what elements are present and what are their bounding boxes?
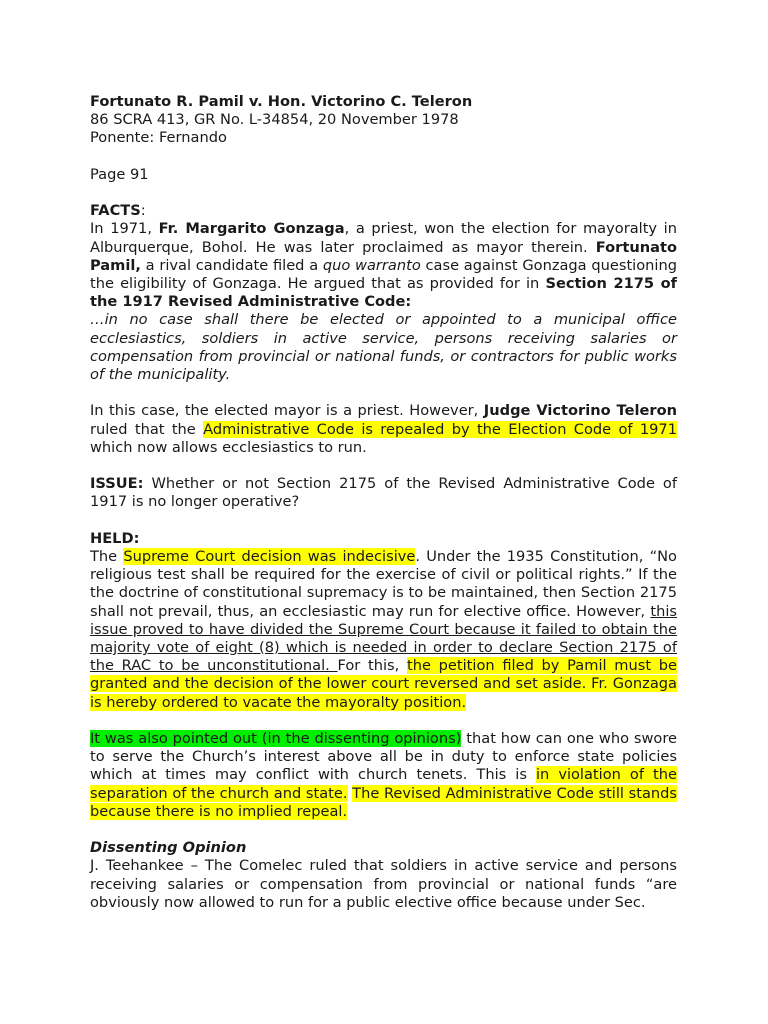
highlight-repeal: Administrative Code is repealed by the Election Code of 1971 [203, 420, 677, 438]
highlight-no-implied-repeal: The Revised Administrative Code still stands because there is no implied repeal. [90, 784, 678, 820]
underline-divided-court: this issue proved to have divided the Supreme Court because it failed to obtain the majority vote of eight (8) which is needed in order to declare Section 2175 of the RAC to be unconstitutional. [90, 602, 677, 675]
held-paragraph-1: The Supreme Court decision was indecisive. Under the 1935 Constitution, “No religious test shall be required for the exercise of civil or political rights.” If the the doctrine of constitutional supremacy is to be maintained, then Section 2175 shall not prevail, thus, an ecclesiastic may run for elective office. However, this issue proved to have divided the Supreme Court because it failed to obtain the majority vote of eight (8) which is needed in order to declare Section 2175 of the RAC to be unconstitutional. For this, the petition filed by Pamil must be granted and the decision of the lower court reversed and set aside. Fr. Gonzaga is hereby ordered to vacate the mayoralty position. [90, 548, 678, 711]
page-number: Page 91 [90, 165, 149, 183]
statute-quote: …in no case shall there be elected or appointed to a municipal office ecclesiastics, soldiers in active service, persons receiving salaries or compensation from provincial or national funds, or contractors for public works of the municipality. [90, 311, 677, 384]
held-paragraph-2: It was also pointed out (in the dissenting opinions) that how can one who swore to serve the Church’s interest above all be in duty to enforce state policies which at times may conflict with church tenets. This is in violation of the separation of the church and state. The Revised Administrative Code still stands because there is no implied repeal. [90, 730, 678, 820]
highlight-indecisive: Supreme Court decision was indecisive [123, 548, 416, 565]
issue-paragraph: ISSUE: Whether or not Section 2175 of the Revised Administrative Code of 1917 is no longer operative? [90, 475, 677, 511]
held-heading: HELD: [90, 529, 140, 547]
highlight-dissent-green: It was also pointed out (in the dissenting opinions) [90, 730, 462, 748]
facts-heading: FACTS: [90, 202, 146, 220]
case-citation: 86 SCRA 413, GR No. L-34854, 20 November 1978 [90, 111, 459, 129]
ponente: Ponente: Fernando [90, 129, 227, 147]
dissent-heading: Dissenting Opinion [90, 839, 247, 857]
highlight-separation: in violation of the separation of the church and state. [90, 766, 677, 802]
highlight-petition-granted: the petition filed by Pamil must be granted and the decision of the lower court reversed and set aside. Fr. Gonzaga is hereby ordered to vacate the mayoralty position. [90, 657, 678, 711]
facts-paragraph-1: In 1971, Fr. Margarito Gonzaga, a priest, won the election for mayoralty in Alburquerque, Bohol. He was later proclaimed as mayor therein. Fortunato Pamil, a rival candidate filed a quo warranto case against Gonzaga questioning the eligibility of Gonzaga. He argued that as provided for in Section 2175 of the 1917 Revised Administrative Code: [90, 220, 677, 311]
case-title: Fortunato R. Pamil v. Hon. Victorino C. Teleron [90, 93, 473, 110]
facts-paragraph-2: In this case, the elected mayor is a priest. However, Judge Victorino Teleron ruled that the Administrative Code is repealed by the Election Code of 1971 which now allows ecclesiastics to run. [90, 402, 677, 456]
dissent-paragraph: J. Teehankee – The Comelec ruled that soldiers in active service and persons receiving salaries or compensation from provincial or national funds “are obviously now allowed to run for a public elective office because under Sec. [90, 857, 677, 911]
